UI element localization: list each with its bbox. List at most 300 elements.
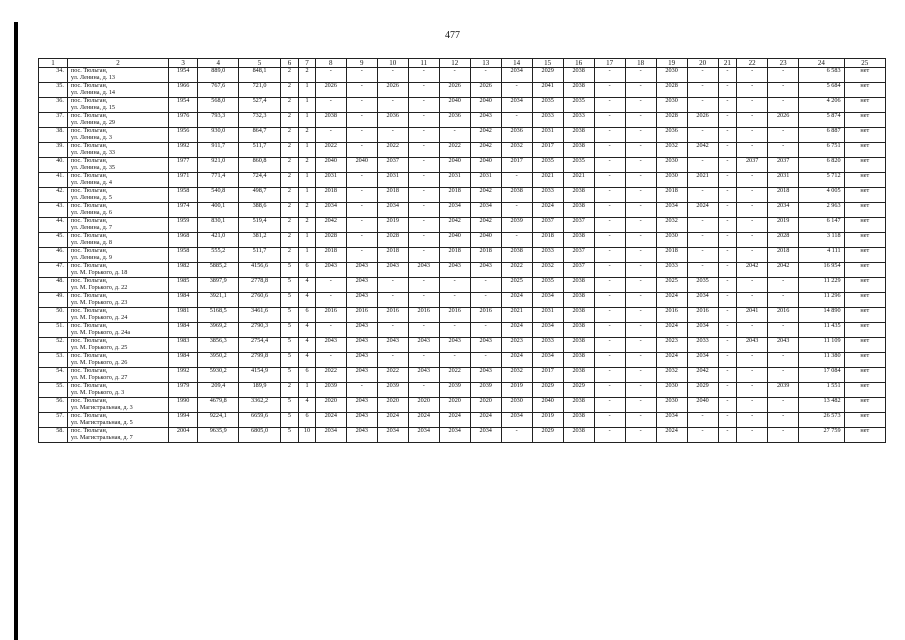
table-cell: 2038 [563, 308, 594, 323]
table-cell: 58. [39, 428, 68, 443]
table-cell: - [470, 323, 501, 338]
address-cell: пос. Тюльган, ул. Ленина, д. 6 [67, 203, 168, 218]
table-cell: - [408, 83, 439, 98]
table-cell: 771,4 [198, 173, 239, 188]
table-cell: 2799,8 [239, 353, 280, 368]
table-cell: - [408, 68, 439, 83]
table-cell: 2021 [532, 173, 563, 188]
table-cell: - [594, 263, 625, 278]
table-cell: - [594, 68, 625, 83]
table-cell: 2034 [470, 428, 501, 443]
table-cell: - [594, 308, 625, 323]
table-cell: - [768, 428, 799, 443]
table-cell: 1 [299, 188, 316, 203]
table-cell: 2033 [687, 338, 718, 353]
table-cell: 1982 [169, 263, 198, 278]
table-cell: - [687, 68, 718, 83]
table-cell: 1954 [169, 98, 198, 113]
table-cell: 930,0 [198, 128, 239, 143]
table-cell: 2034 [439, 203, 470, 218]
table-cell: - [718, 203, 737, 218]
table-cell: - [377, 353, 408, 368]
table-cell: 2020 [408, 398, 439, 413]
table-cell: 2030 [501, 398, 532, 413]
table-cell: нет [844, 413, 885, 428]
table-cell: - [737, 278, 768, 293]
address-cell: пос. Тюльган, ул. Ленина, д. 35 [67, 158, 168, 173]
table-cell: - [737, 293, 768, 308]
table-row [39, 338, 886, 353]
table-cell: 2022 [501, 263, 532, 278]
table-cell: - [737, 68, 768, 83]
address-cell: пос. Тюльган, ул. Ленина, д. 8 [67, 233, 168, 248]
table-cell: 2029 [532, 383, 563, 398]
table-cell: нет [844, 233, 885, 248]
table-cell: 2037 [768, 158, 799, 173]
table-cell: - [346, 218, 377, 233]
table-cell: 2038 [501, 188, 532, 203]
table-cell: 2026 [439, 83, 470, 98]
table-cell: 2043 [346, 398, 377, 413]
table-cell: 42. [39, 188, 68, 203]
table-cell: 4 [299, 323, 316, 338]
table-cell: 1 [299, 248, 316, 263]
table-cell: 2018 [470, 248, 501, 263]
table-cell: - [594, 368, 625, 383]
table-cell: 2016 [315, 308, 346, 323]
table-cell: 2043 [346, 428, 377, 443]
table-cell: 2029 [532, 428, 563, 443]
table-cell: 2016 [439, 308, 470, 323]
table-cell: 2028 [315, 233, 346, 248]
table-cell: - [718, 83, 737, 98]
table-cell: - [687, 428, 718, 443]
table-cell: 1977 [169, 158, 198, 173]
table-cell: - [346, 83, 377, 98]
table-cell: - [408, 128, 439, 143]
table-cell: 2034 [439, 428, 470, 443]
table-cell: нет [844, 353, 885, 368]
table-cell: 2034 [768, 203, 799, 218]
table-cell: - [687, 98, 718, 113]
table-cell: 2038 [563, 353, 594, 368]
table-row [39, 353, 886, 368]
table-cell: 2024 [470, 413, 501, 428]
table-cell: 2043 [408, 368, 439, 383]
table-cell: 2038 [501, 248, 532, 263]
table-cell: - [718, 413, 737, 428]
table-cell: 189,9 [239, 383, 280, 398]
table-cell: - [625, 353, 656, 368]
table-cell: 2040 [687, 398, 718, 413]
table-cell: 2026 [687, 113, 718, 128]
table-cell: 2034 [501, 98, 532, 113]
table-cell: 2043 [737, 338, 768, 353]
table-cell: - [768, 353, 799, 368]
table-cell: нет [844, 368, 885, 383]
table-cell: 2017 [501, 158, 532, 173]
table-row [39, 68, 886, 83]
table-cell: - [439, 68, 470, 83]
table-cell: 2026 [470, 83, 501, 98]
table-cell: 52. [39, 338, 68, 353]
table-cell: - [315, 128, 346, 143]
table-cell: 2030 [656, 173, 687, 188]
table-cell: 2043 [346, 413, 377, 428]
table-cell: 2 [280, 158, 299, 173]
table-cell: - [718, 248, 737, 263]
table-cell: 2034 [501, 68, 532, 83]
table-cell: 57. [39, 413, 68, 428]
table-cell: 2 [280, 113, 299, 128]
table-row [39, 218, 886, 233]
table-cell: 2016 [346, 308, 377, 323]
table-cell: 2024 [656, 323, 687, 338]
table-cell: 2031 [470, 173, 501, 188]
table-cell: - [408, 293, 439, 308]
table-cell: - [687, 83, 718, 98]
table-cell: 4 [299, 353, 316, 368]
table-cell: 2040 [532, 398, 563, 413]
table-cell: нет [844, 173, 885, 188]
table-cell: 2040 [470, 233, 501, 248]
table-cell: - [377, 293, 408, 308]
table-cell: - [315, 293, 346, 308]
table-cell: 4679,8 [198, 398, 239, 413]
table-cell: - [625, 158, 656, 173]
table-cell: 864,7 [239, 128, 280, 143]
table-cell: - [718, 278, 737, 293]
data-table-container [38, 58, 886, 443]
table-row [39, 323, 886, 338]
table-cell: 2038 [563, 338, 594, 353]
table-cell: 2043 [346, 338, 377, 353]
table-cell: 2 [299, 128, 316, 143]
table-cell: - [737, 233, 768, 248]
table-cell: - [346, 188, 377, 203]
table-cell: 2041 [532, 83, 563, 98]
table-cell: 5885,2 [198, 263, 239, 278]
address-cell: пос. Тюльган, ул. Ленина, д. 13 [67, 68, 168, 83]
table-cell: 2038 [563, 203, 594, 218]
table-cell: 2031 [377, 173, 408, 188]
table-cell: 2038 [563, 68, 594, 83]
table-cell: - [408, 248, 439, 263]
table-cell: нет [844, 248, 885, 263]
table-cell: 1974 [169, 203, 198, 218]
table-cell: - [346, 173, 377, 188]
table-cell: - [408, 218, 439, 233]
table-cell: 2024 [656, 353, 687, 368]
table-cell: 2026 [315, 83, 346, 98]
table-cell: 17 084 [799, 368, 844, 383]
table-cell: нет [844, 68, 885, 83]
table-cell: - [625, 218, 656, 233]
table-cell: 10 [299, 428, 316, 443]
table-cell: 2018 [315, 248, 346, 263]
table-cell: - [594, 143, 625, 158]
table-cell: 2023 [501, 338, 532, 353]
table-cell: - [768, 293, 799, 308]
table-cell: 2038 [563, 428, 594, 443]
table-cell: 2 [280, 68, 299, 83]
table-cell: 1994 [169, 413, 198, 428]
table-cell: 14 890 [799, 308, 844, 323]
table-cell: 2037 [563, 248, 594, 263]
address-cell: пос. Тюльган, ул. Ленина, д. 5 [67, 188, 168, 203]
address-cell: пос. Тюльган, ул. М. Горького, д. 23 [67, 293, 168, 308]
table-cell: - [594, 338, 625, 353]
table-cell: 2016 [768, 308, 799, 323]
table-row [39, 143, 886, 158]
table-cell: 2031 [768, 173, 799, 188]
table-cell: 2019 [532, 413, 563, 428]
table-cell: 1 [299, 233, 316, 248]
table-cell: 568,0 [198, 98, 239, 113]
table-cell: 2020 [377, 398, 408, 413]
left-margin-bar [14, 22, 18, 640]
table-cell: 1984 [169, 323, 198, 338]
table-cell: 2020 [315, 398, 346, 413]
table-cell: - [737, 143, 768, 158]
table-cell: 51. [39, 323, 68, 338]
table-cell: - [408, 113, 439, 128]
table-cell: 2 [299, 218, 316, 233]
table-cell: - [718, 368, 737, 383]
table-cell: 47. [39, 263, 68, 278]
table-row [39, 428, 886, 443]
table-cell: 2043 [346, 368, 377, 383]
table-cell: - [346, 383, 377, 398]
table-cell: - [737, 248, 768, 263]
table-cell: 1992 [169, 368, 198, 383]
column-header: 6 [280, 59, 299, 68]
table-cell: нет [844, 98, 885, 113]
table-cell: - [625, 188, 656, 203]
table-cell: 2016 [470, 308, 501, 323]
table-cell: 2033 [563, 113, 594, 128]
table-cell: 6659,6 [239, 413, 280, 428]
table-cell: 5 [280, 398, 299, 413]
table-cell: 724,4 [239, 173, 280, 188]
table-cell: 1954 [169, 68, 198, 83]
table-cell: 6 [299, 263, 316, 278]
table-cell: - [687, 128, 718, 143]
table-cell: - [718, 68, 737, 83]
table-cell: 43. [39, 203, 68, 218]
table-cell: - [377, 323, 408, 338]
table-cell: - [625, 278, 656, 293]
table-cell: - [439, 323, 470, 338]
table-cell: 2043 [377, 263, 408, 278]
table-cell: 5 [280, 323, 299, 338]
table-cell: 11 435 [799, 323, 844, 338]
table-cell: - [408, 98, 439, 113]
table-cell: - [408, 323, 439, 338]
table-cell: 2031 [532, 308, 563, 323]
table-cell: 11 229 [799, 278, 844, 293]
table-cell: 34. [39, 68, 68, 83]
table-cell: 1966 [169, 83, 198, 98]
table-cell: 2034 [408, 428, 439, 443]
table-cell: 1968 [169, 233, 198, 248]
table-cell: - [625, 143, 656, 158]
table-cell: - [718, 383, 737, 398]
table-cell: 2029 [687, 383, 718, 398]
table-cell: - [346, 98, 377, 113]
table-cell: 2754,4 [239, 338, 280, 353]
table-cell: 1 [299, 98, 316, 113]
table-cell: - [768, 143, 799, 158]
table-cell: - [768, 413, 799, 428]
table-cell: 37. [39, 113, 68, 128]
address-cell: пос. Тюльган, ул. М. Горького, д. 3 [67, 383, 168, 398]
table-cell: 1958 [169, 248, 198, 263]
table-cell: 2021 [687, 173, 718, 188]
table-cell: 2024 [408, 413, 439, 428]
table-cell: - [594, 353, 625, 368]
column-header: 24 [799, 59, 844, 68]
table-cell: 2042 [439, 218, 470, 233]
table-cell: 2043 [346, 353, 377, 368]
table-row [39, 383, 886, 398]
table-cell: - [625, 338, 656, 353]
table-cell: 6 751 [799, 143, 844, 158]
address-cell: пос. Тюльган, ул. Магистральная, д. 5 [67, 413, 168, 428]
table-cell: 11 296 [799, 293, 844, 308]
table-cell: 6 583 [799, 68, 844, 83]
table-cell: 2039 [315, 383, 346, 398]
table-cell: 1984 [169, 293, 198, 308]
table-cell: 498,7 [239, 188, 280, 203]
table-cell: - [768, 68, 799, 83]
table-cell: 2018 [439, 248, 470, 263]
table-cell: 2043 [470, 368, 501, 383]
table-cell: - [625, 308, 656, 323]
table-cell: 1 [299, 113, 316, 128]
address-cell: пос. Тюльган, ул. Ленина, д. 9 [67, 248, 168, 263]
table-cell: 2028 [656, 83, 687, 98]
table-cell: 2043 [346, 263, 377, 278]
table-cell: 11 380 [799, 353, 844, 368]
table-cell: 911,7 [198, 143, 239, 158]
table-cell: 6 887 [799, 128, 844, 143]
table-cell: 2024 [656, 293, 687, 308]
table-cell: 4 206 [799, 98, 844, 113]
table-cell: 2043 [346, 278, 377, 293]
table-cell: - [501, 428, 532, 443]
table-cell: - [687, 233, 718, 248]
table-cell: 2041 [737, 308, 768, 323]
table-cell: 2034 [687, 323, 718, 338]
table-cell: 6 820 [799, 158, 844, 173]
table-cell: 2 [280, 173, 299, 188]
table-cell: 2038 [563, 413, 594, 428]
address-cell: пос. Тюльган, ул. Ленина, д. 3 [67, 128, 168, 143]
table-cell: - [737, 383, 768, 398]
table-cell: 45. [39, 233, 68, 248]
table-cell: 3362,2 [239, 398, 280, 413]
table-cell: 5 874 [799, 113, 844, 128]
table-cell: - [718, 263, 737, 278]
table-cell: - [687, 188, 718, 203]
table-body [39, 68, 886, 443]
table-cell: 2760,6 [239, 293, 280, 308]
table-cell: 2042 [687, 143, 718, 158]
table-cell: - [594, 233, 625, 248]
table-row [39, 368, 886, 383]
table-cell: 2028 [377, 233, 408, 248]
table-cell: - [625, 113, 656, 128]
table-cell: 2032 [656, 218, 687, 233]
table-cell: - [346, 233, 377, 248]
table-cell: 2034 [377, 203, 408, 218]
table-cell: 3461,6 [239, 308, 280, 323]
table-cell: 381,2 [239, 233, 280, 248]
table-cell: 9224,1 [198, 413, 239, 428]
table-cell: 2043 [346, 293, 377, 308]
table-cell: - [594, 428, 625, 443]
table-cell: 2042 [737, 263, 768, 278]
table-cell: 2042 [470, 143, 501, 158]
table-cell: 2043 [470, 113, 501, 128]
table-cell: 2042 [315, 218, 346, 233]
table-cell: 2043 [439, 263, 470, 278]
column-header: 23 [768, 59, 799, 68]
table-cell: 4 005 [799, 188, 844, 203]
table-cell: 2028 [656, 113, 687, 128]
table-cell: 2038 [315, 113, 346, 128]
address-cell: пос. Тюльган, ул. Ленина, д. 14 [67, 83, 168, 98]
address-cell: пос. Тюльган, ул. М. Горького, д. 25 [67, 338, 168, 353]
table-cell: 2034 [501, 413, 532, 428]
table-cell: нет [844, 398, 885, 413]
table-cell: - [718, 218, 737, 233]
table-cell: 540,8 [198, 188, 239, 203]
table-cell: - [625, 263, 656, 278]
column-header: 11 [408, 59, 439, 68]
table-cell: 2034 [532, 323, 563, 338]
column-header: 8 [315, 59, 346, 68]
table-cell: 2020 [470, 398, 501, 413]
table-cell: 2043 [408, 338, 439, 353]
table-cell: 2034 [377, 428, 408, 443]
table-cell: 6 [299, 308, 316, 323]
address-cell: пос. Тюльган, ул. Ленина, д. 33 [67, 143, 168, 158]
table-cell: 2023 [656, 338, 687, 353]
table-cell: 2040 [439, 98, 470, 113]
table-cell: 2034 [532, 293, 563, 308]
table-cell: 2043 [408, 263, 439, 278]
table-cell: 2039 [768, 383, 799, 398]
table-cell: - [625, 173, 656, 188]
table-cell: 5 [280, 263, 299, 278]
table-cell: 5 684 [799, 83, 844, 98]
table-cell: - [625, 428, 656, 443]
table-cell: 2016 [377, 308, 408, 323]
table-cell: 2038 [563, 143, 594, 158]
table-cell: 2032 [656, 368, 687, 383]
table-cell: 2038 [563, 293, 594, 308]
table-cell: 3921,1 [198, 293, 239, 308]
table-cell: 2018 [656, 188, 687, 203]
table-cell: - [737, 113, 768, 128]
table-cell: - [501, 113, 532, 128]
table-cell: - [737, 218, 768, 233]
table-cell: - [687, 263, 718, 278]
table-cell: - [594, 113, 625, 128]
table-cell: - [625, 233, 656, 248]
